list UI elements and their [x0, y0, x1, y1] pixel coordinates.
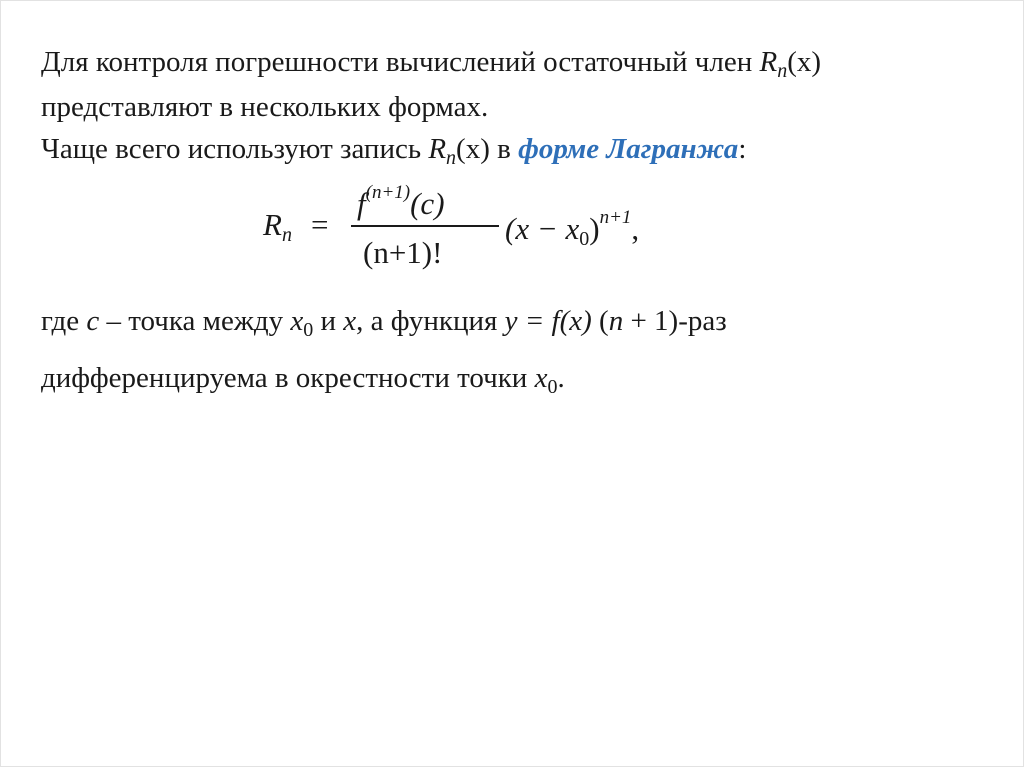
- line4-a: где: [41, 305, 87, 337]
- line5-text: дифференцируема в окрестности точки: [41, 362, 535, 394]
- text-line-5: [41, 361, 565, 404]
- line4-f: (: [591, 305, 609, 337]
- line5-end: .: [557, 362, 565, 394]
- formula-factor: $(x - x_0)^{n+1}$,: [505, 207, 640, 250]
- x-symbol: x: [343, 305, 357, 337]
- x0-subscript: 0: [303, 319, 314, 341]
- remainder-subscript: n: [777, 60, 788, 82]
- remainder-symbol-2: R: [428, 133, 447, 165]
- n-symbol: n: [608, 305, 624, 337]
- remainder-subscript-2: n: [446, 147, 457, 169]
- line4-g: + 1)-раз: [623, 305, 727, 337]
- line2-text: представляют в нескольких формах.: [41, 91, 489, 123]
- formula-lhs: $R_n$: [263, 207, 292, 246]
- formula-equals: =: [311, 207, 329, 242]
- line4-b: – точка между: [99, 305, 291, 337]
- point-c: c: [86, 305, 100, 337]
- text-line-4: [41, 304, 727, 347]
- function-expression: y = f(x): [504, 305, 592, 337]
- remainder-symbol: R: [759, 46, 778, 78]
- line3-pre: Чаще всего используют запись: [41, 133, 429, 165]
- line4-d: и: [313, 305, 344, 337]
- fraction-bar: [351, 225, 499, 227]
- x0-symbol-2: x: [534, 362, 548, 394]
- lagrange-form-term: форме Лагранжа: [518, 133, 739, 165]
- x0-symbol: x: [290, 305, 304, 337]
- remainder-argument: (x): [787, 46, 822, 78]
- formula-denominator: (n+1)!: [363, 235, 443, 270]
- line3-mid: в: [489, 133, 519, 165]
- text-line-1: [41, 45, 821, 88]
- line4-e: , а функция: [356, 305, 505, 337]
- x0-subscript-2: 0: [547, 376, 558, 398]
- line3-post: :: [738, 133, 747, 165]
- text-line-3: [41, 132, 746, 175]
- text-line-2: [41, 90, 488, 124]
- line1-text: Для контроля погрешности вычислений остаточный член: [41, 46, 760, 78]
- remainder-argument-2: (x): [456, 133, 490, 165]
- formula-numerator: $f^{(n+1)}(c)$: [357, 182, 445, 221]
